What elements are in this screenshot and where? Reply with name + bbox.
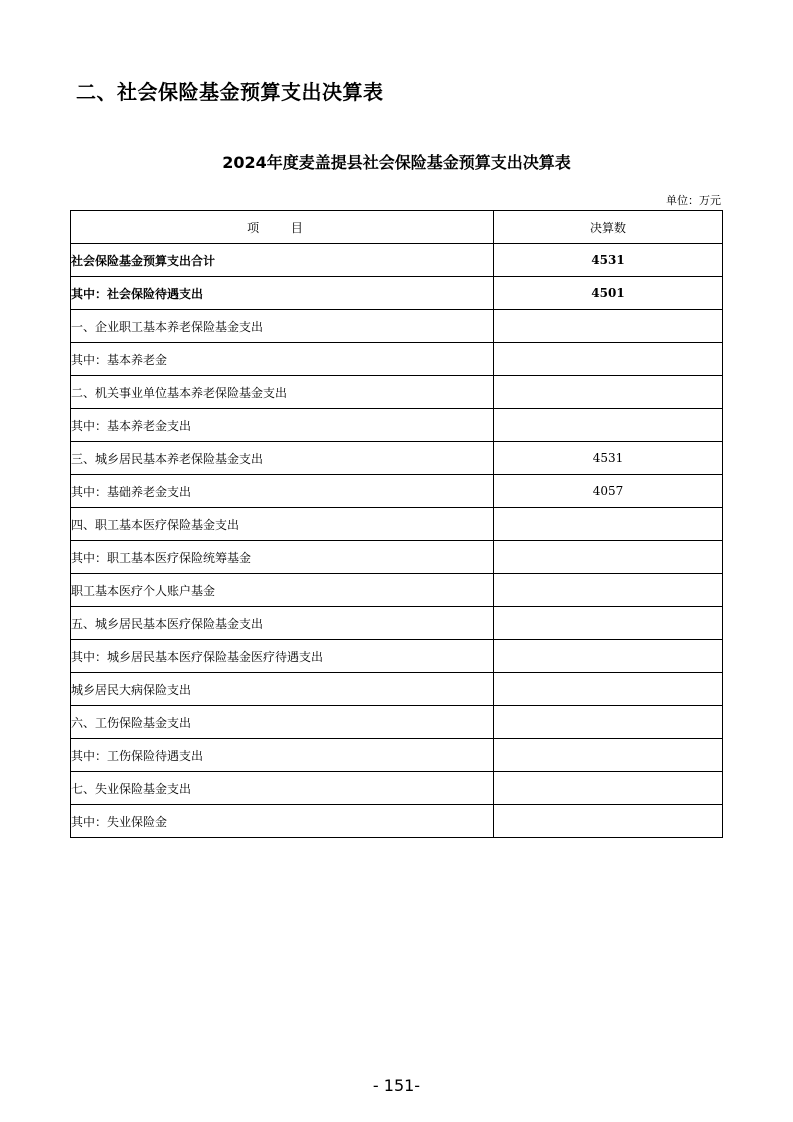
table-row xyxy=(71,310,723,343)
table-row xyxy=(71,508,723,541)
row-label: 其中：基本养老金支出 xyxy=(71,409,494,442)
row-label: 四、职工基本医疗保险基金支出 xyxy=(71,508,494,541)
row-label: 其中：基本养老金 xyxy=(71,343,494,376)
table-row xyxy=(71,805,723,838)
row-label: 七、失业保险基金支出 xyxy=(71,772,494,805)
row-amount: 4531 xyxy=(494,244,723,277)
row-label: 二、机关事业单位基本养老保险基金支出 xyxy=(71,376,494,409)
table-row xyxy=(71,640,723,673)
table-row xyxy=(71,376,723,409)
row-label: 五、城乡居民基本医疗保险基金支出 xyxy=(71,607,494,640)
table-row xyxy=(71,244,723,277)
unit-label: 单位：万元 xyxy=(666,194,721,207)
row-amount xyxy=(494,673,723,706)
row-label: 其中：失业保险金 xyxy=(71,805,494,838)
section-heading: 二、社会保险基金预算支出决算表 xyxy=(76,80,384,104)
row-amount xyxy=(494,805,723,838)
row-amount xyxy=(494,310,723,343)
table-title: 2024年度麦盖提县社会保险基金预算支出决算表 xyxy=(222,153,571,172)
row-amount: 4501 xyxy=(494,277,723,310)
row-label: 三、城乡居民基本养老保险基金支出 xyxy=(71,442,494,475)
table-row xyxy=(71,475,723,508)
row-amount xyxy=(494,706,723,739)
row-label: 城乡居民大病保险支出 xyxy=(71,673,494,706)
row-label: 其中：城乡居民基本医疗保险基金医疗待遇支出 xyxy=(71,640,494,673)
table-row xyxy=(71,739,723,772)
table-row xyxy=(71,442,723,475)
row-amount xyxy=(494,739,723,772)
row-amount xyxy=(494,409,723,442)
table-row xyxy=(71,409,723,442)
row-amount xyxy=(494,376,723,409)
row-label: 其中：基础养老金支出 xyxy=(71,475,494,508)
table-row xyxy=(71,541,723,574)
table-row xyxy=(71,607,723,640)
row-label: 其中：社会保险待遇支出 xyxy=(71,277,494,310)
row-label: 社会保险基金预算支出合计 xyxy=(71,244,494,277)
page-number: - 151- xyxy=(372,1076,421,1095)
table-row xyxy=(71,706,723,739)
table-row xyxy=(71,673,723,706)
table-row xyxy=(71,574,723,607)
column-header-amount: 决算数 xyxy=(494,211,723,244)
row-label: 其中：职工基本医疗保险统筹基金 xyxy=(71,541,494,574)
table-row xyxy=(71,343,723,376)
table-row xyxy=(71,277,723,310)
row-amount xyxy=(494,640,723,673)
row-amount xyxy=(494,343,723,376)
row-amount: 4531 xyxy=(494,442,723,475)
column-header-item: 项 目 xyxy=(71,211,494,244)
row-amount xyxy=(494,772,723,805)
row-label: 其中：工伤保险待遇支出 xyxy=(71,739,494,772)
table-row xyxy=(71,772,723,805)
row-amount: 4057 xyxy=(494,475,723,508)
row-label: 职工基本医疗个人账户基金 xyxy=(71,574,494,607)
row-amount xyxy=(494,574,723,607)
row-label: 一、企业职工基本养老保险基金支出 xyxy=(71,310,494,343)
row-amount xyxy=(494,607,723,640)
row-amount xyxy=(494,541,723,574)
table-header-row xyxy=(71,211,723,244)
row-amount xyxy=(494,508,723,541)
budget-table xyxy=(70,210,723,838)
row-label: 六、工伤保险基金支出 xyxy=(71,706,494,739)
